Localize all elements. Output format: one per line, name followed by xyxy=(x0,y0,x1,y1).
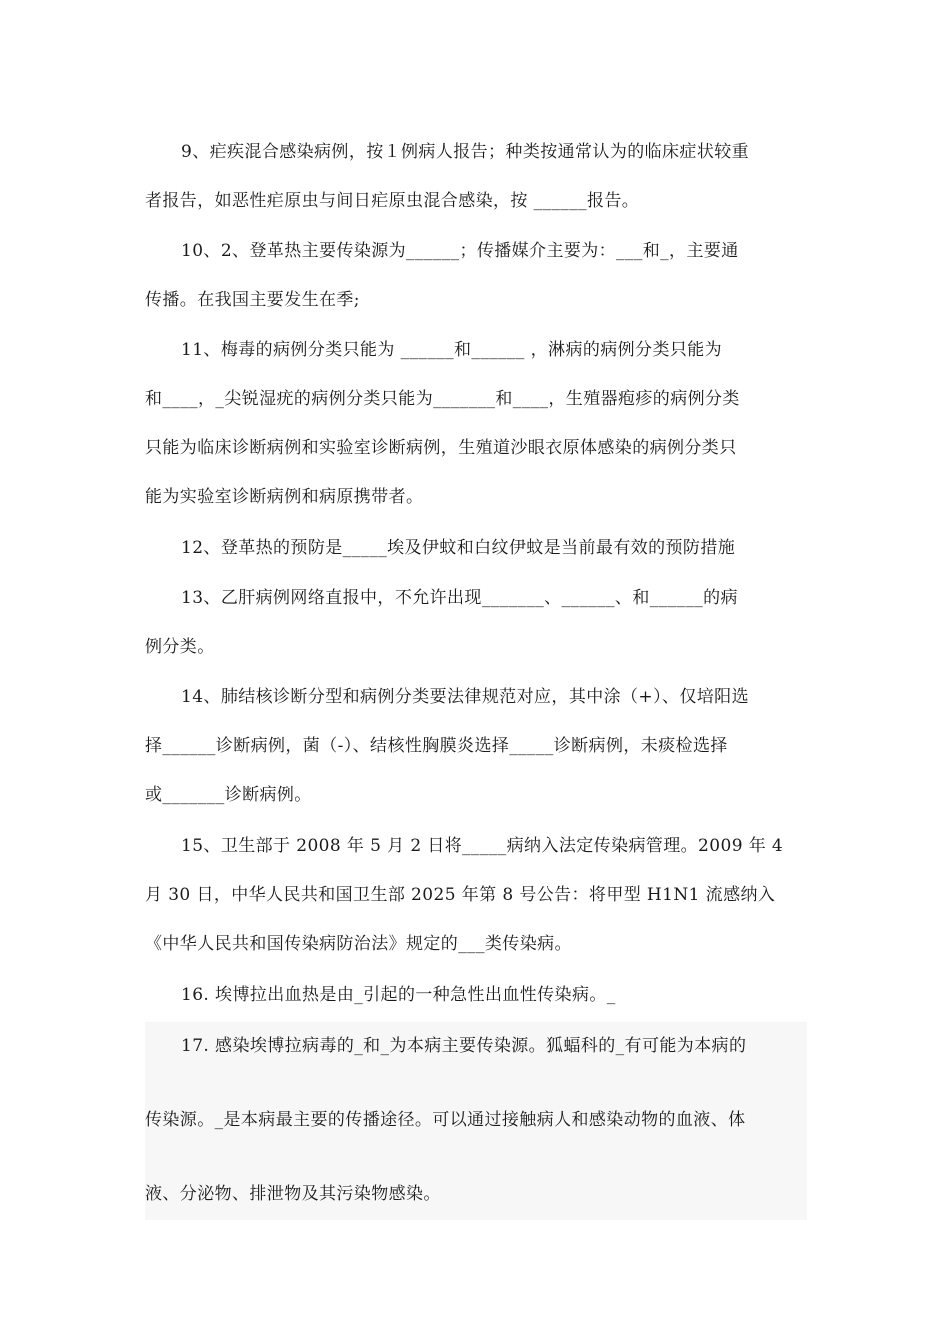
question-line: 月 30 日，中华人民共和国卫生部 2025 年第 8 号公告：将甲型 H1N1 流感纳入 xyxy=(145,885,776,905)
question-line: 能为实验室诊断病例和病原携带者。 xyxy=(145,487,424,507)
question-line: 12、登革热的预防是_____埃及伊蚊和白纹伊蚊是当前最有效的预防措施 xyxy=(181,538,736,558)
question-line: 液、分泌物、排泄物及其污染物感染。 xyxy=(145,1184,441,1204)
question-line: 只能为临床诊断病例和实验室诊断病例，生殖道沙眼衣原体感染的病例分类只 xyxy=(145,438,737,458)
question-line: 17. 感染埃博拉病毒的_和_为本病主要传染源。狐蝠科的_有可能为本病的 xyxy=(181,1036,747,1056)
question-line: 传播。在我国主要发生在季; xyxy=(145,290,360,310)
question-line: 例分类。 xyxy=(145,637,215,657)
question-line: 《中华人民共和国传染病防治法》规定的___类传染病。 xyxy=(145,934,572,954)
question-line: 16. 埃博拉出血热是由_引起的一种急性出血性传染病。_ xyxy=(181,985,616,1005)
question-line: 择______诊断病例，菌（-）、结核性胸膜炎选择_____诊断病例，未痰检选择 xyxy=(145,736,728,756)
question-line: 9、疟疾混合感染病例，按１例病人报告；种类按通常认为的临床症状较重 xyxy=(181,142,750,162)
question-line: 15、卫生部于 2008 年 5 月 2 日将_____病纳入法定传染病管理。2009 年 4 xyxy=(181,836,784,856)
question-line: 或_______诊断病例。 xyxy=(145,785,312,805)
question-line: 13、乙肝病例网络直报中，不允许出现_______、______、和______的病 xyxy=(181,588,738,608)
question-line: 者报告，如恶性疟原虫与间日疟原虫混合感染，按 ______报告。 xyxy=(145,191,640,211)
question-line: 传染源。_是本病最主要的传播途径。可以通过接触病人和感染动物的血液、体 xyxy=(145,1110,746,1130)
question-line: 10、2、登革热主要传染源为______；传播媒介主要为：___和_，主要通 xyxy=(181,241,739,261)
question-line: 和____，_尖锐湿疣的病例分类只能为_______和____，生殖器疱疹的病例分类 xyxy=(145,389,740,409)
question-line: 14、肺结核诊断分型和病例分类要法律规范对应，其中涂（+）、仅培阳选 xyxy=(181,687,749,707)
question-line: 11、梅毒的病例分类只能为 ______和______ ，淋病的病例分类只能为 xyxy=(181,340,723,360)
